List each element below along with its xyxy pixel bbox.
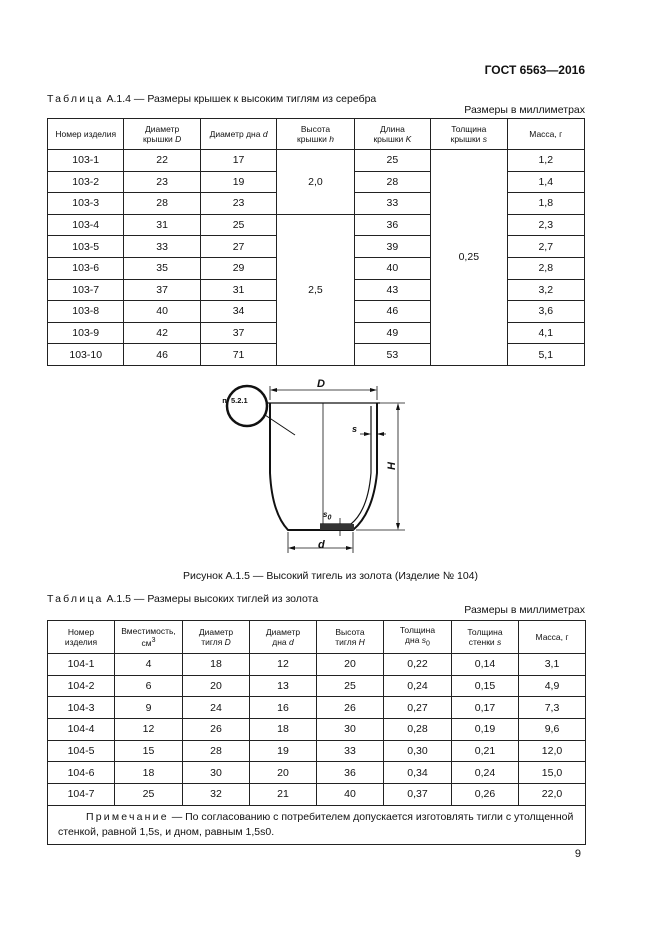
table2-header-diameter: Диаметр тигля D bbox=[183, 621, 250, 654]
table1-cell-cover-diameter: 46 bbox=[124, 344, 200, 366]
table1-cell-cover-diameter: 33 bbox=[124, 236, 200, 258]
table2-header-wall-thickness: Толщина стенки s bbox=[452, 621, 519, 654]
figure-label-d: d bbox=[318, 539, 325, 551]
table2-cell-number: 104-7 bbox=[48, 784, 115, 806]
table1-cell-mass: 2,7 bbox=[507, 236, 584, 258]
table1-cell-mass: 3,2 bbox=[507, 279, 584, 301]
table2-caption-text: А.1.5 — Размеры высоких тиглей из золота bbox=[106, 593, 319, 605]
table2-cell-capacity: 18 bbox=[115, 762, 183, 784]
figure-callout-label: п. 5.2.1 bbox=[222, 396, 248, 405]
table2-cell-bottom-thickness: 0,37 bbox=[384, 784, 452, 806]
table2-cell-bottom-thickness: 0,34 bbox=[384, 762, 452, 784]
table2-header-number: Номер изделия bbox=[48, 621, 115, 654]
table1-cell-number: 103-6 bbox=[48, 257, 124, 279]
table2-cell-bottom-diameter: 19 bbox=[250, 740, 317, 762]
table2-cell-height: 26 bbox=[317, 697, 384, 719]
table2-cell-bottom-thickness: 0,30 bbox=[384, 740, 452, 762]
table2-header-height: Высота тигля H bbox=[317, 621, 384, 654]
table1-cell-cover-diameter: 23 bbox=[124, 171, 200, 193]
table1-cell-number: 103-4 bbox=[48, 214, 124, 236]
table2-cell-wall-thickness: 0,19 bbox=[452, 719, 519, 741]
table2-cell-bottom-diameter: 20 bbox=[250, 762, 317, 784]
table1-cell-cover-length: 25 bbox=[354, 150, 430, 172]
figure-label-D: D bbox=[317, 378, 325, 390]
table1-cell-number: 103-1 bbox=[48, 150, 124, 172]
table2-row bbox=[48, 740, 586, 762]
table1-cell-mass: 2,3 bbox=[507, 214, 584, 236]
table1-cell-bottom-diameter: 29 bbox=[200, 257, 276, 279]
table1-cell-bottom-diameter: 31 bbox=[200, 279, 276, 301]
table2-row bbox=[48, 697, 586, 719]
table2-cell-diameter: 24 bbox=[183, 697, 250, 719]
table1-header-cover-height: Высота крышки h bbox=[277, 119, 354, 150]
table2-cell-wall-thickness: 0,15 bbox=[452, 675, 519, 697]
table1-header-cover-diameter: Диаметр крышки D bbox=[124, 119, 200, 150]
table2-cell-mass: 15,0 bbox=[519, 762, 586, 784]
table2-cell-wall-thickness: 0,26 bbox=[452, 784, 519, 806]
table2-cell-diameter: 20 bbox=[183, 675, 250, 697]
table2-row bbox=[48, 762, 586, 784]
table1-cell-bottom-diameter: 27 bbox=[200, 236, 276, 258]
table1-cell-cover-length: 39 bbox=[354, 236, 430, 258]
table1-cell-mass: 2,8 bbox=[507, 257, 584, 279]
table2-cell-capacity: 9 bbox=[115, 697, 183, 719]
table1-cell-bottom-diameter: 37 bbox=[200, 322, 276, 344]
table1-cell-bottom-diameter: 71 bbox=[200, 344, 276, 366]
table2-note-row bbox=[48, 805, 586, 844]
table1-cell-cover-diameter: 35 bbox=[124, 257, 200, 279]
table1-cell-number: 103-5 bbox=[48, 236, 124, 258]
table2-cell-bottom-thickness: 0,27 bbox=[384, 697, 452, 719]
note-text: — По согласованию с потребителем допускается изготовлять тигли с утолщенной стенкой, равной 1,5s, и дном, равным 1,5s0. bbox=[58, 810, 574, 838]
table2-cell-height: 20 bbox=[317, 654, 384, 676]
table2-cell-capacity: 6 bbox=[115, 675, 183, 697]
table1-caption-text: А.1.4 — Размеры крышек к высоким тиглям из серебра bbox=[106, 93, 377, 105]
table1-cell-cover-diameter: 42 bbox=[124, 322, 200, 344]
table1-cell-number: 103-10 bbox=[48, 344, 124, 366]
table2-header-capacity: Вместимость, $см^3$ bbox=[115, 621, 183, 654]
table1-cell-cover-length: 36 bbox=[354, 214, 430, 236]
table2-row bbox=[48, 719, 586, 741]
table2-cell-bottom-diameter: 21 bbox=[250, 784, 317, 806]
table2-cell-bottom-thickness: 0,22 bbox=[384, 654, 452, 676]
table2-cell-bottom-diameter: 16 bbox=[250, 697, 317, 719]
table2-cell-diameter: 30 bbox=[183, 762, 250, 784]
table1-cell-mass: 1,2 bbox=[507, 150, 584, 172]
table2-cell-bottom-thickness: 0,24 bbox=[384, 675, 452, 697]
table2-cell-diameter: 28 bbox=[183, 740, 250, 762]
table1-cell-bottom-diameter: 25 bbox=[200, 214, 276, 236]
table1-cell-height-group1: 2,0 bbox=[277, 150, 354, 215]
table2-row bbox=[48, 784, 586, 806]
table1-cell-number: 103-7 bbox=[48, 279, 124, 301]
table1-header-bottom-diameter: Диаметр дна d bbox=[200, 119, 276, 150]
table1-cell-mass: 1,8 bbox=[507, 193, 584, 215]
table2-cell-number: 104-1 bbox=[48, 654, 115, 676]
table1-caption bbox=[47, 93, 376, 105]
table1-cell-number: 103-2 bbox=[48, 171, 124, 193]
table2-units: Размеры в миллиметрах bbox=[464, 604, 585, 616]
table1-cell-cover-length: 43 bbox=[354, 279, 430, 301]
table1-caption-word: Таблица bbox=[47, 93, 104, 105]
table2-cell-wall-thickness: 0,14 bbox=[452, 654, 519, 676]
table1-cell-cover-diameter: 31 bbox=[124, 214, 200, 236]
table2-cell-diameter: 26 bbox=[183, 719, 250, 741]
table1-cell-cover-length: 33 bbox=[354, 193, 430, 215]
table2-cell-bottom-diameter: 18 bbox=[250, 719, 317, 741]
table2-cell-number: 104-3 bbox=[48, 697, 115, 719]
table2-cell-mass: 22,0 bbox=[519, 784, 586, 806]
table1-cell-mass: 3,6 bbox=[507, 301, 584, 323]
table1-cell-cover-length: 28 bbox=[354, 171, 430, 193]
figure-label-s: s bbox=[352, 424, 358, 434]
table1-cell-number: 103-9 bbox=[48, 322, 124, 344]
page-number: 9 bbox=[574, 848, 581, 860]
table1-cell-cover-length: 53 bbox=[354, 344, 430, 366]
table2-cell-bottom-diameter: 13 bbox=[250, 675, 317, 697]
table1-cell-number: 103-8 bbox=[48, 301, 124, 323]
table1-row bbox=[48, 150, 585, 172]
crucible-drawing bbox=[210, 378, 430, 563]
table2-cell-height: 25 bbox=[317, 675, 384, 697]
table2-cell-mass: 4,9 bbox=[519, 675, 586, 697]
table2-cell-wall-thickness: 0,21 bbox=[452, 740, 519, 762]
figure-caption: Рисунок А.1.5 — Высокий тигель из золота (Изделие № 104) bbox=[182, 570, 479, 582]
table1-cell-thickness: 0,25 bbox=[431, 150, 507, 366]
table1-cell-mass: 5,1 bbox=[507, 344, 584, 366]
table1-cell-mass: 1,4 bbox=[507, 171, 584, 193]
table1-cell-bottom-diameter: 19 bbox=[200, 171, 276, 193]
table2-cell-wall-thickness: 0,17 bbox=[452, 697, 519, 719]
table2-cell-mass: 7,3 bbox=[519, 697, 586, 719]
note-word: Примечание bbox=[86, 810, 169, 823]
table1-cell-bottom-diameter: 17 bbox=[200, 150, 276, 172]
table2-caption bbox=[47, 593, 318, 605]
table2-row bbox=[48, 654, 586, 676]
table2-header-bottom-diameter: Диаметр дна d bbox=[250, 621, 317, 654]
table1-cell-cover-diameter: 37 bbox=[124, 279, 200, 301]
table2-header-mass: Масса, г bbox=[519, 621, 586, 654]
table1-cell-mass: 4,1 bbox=[507, 322, 584, 344]
table2-cell-bottom-thickness: 0,28 bbox=[384, 719, 452, 741]
table2-cell-capacity: 4 bbox=[115, 654, 183, 676]
table2-header-row bbox=[48, 621, 586, 654]
table2-cell-mass: 3,1 bbox=[519, 654, 586, 676]
table1-header-number: Номер изделия bbox=[48, 119, 124, 150]
table2-cell-bottom-diameter: 12 bbox=[250, 654, 317, 676]
table1-cell-cover-length: 40 bbox=[354, 257, 430, 279]
standard-number: ГОСТ 6563—2016 bbox=[484, 63, 585, 77]
table2-cell-height: 40 bbox=[317, 784, 384, 806]
table2-cell-number: 104-5 bbox=[48, 740, 115, 762]
table1-cell-cover-diameter: 40 bbox=[124, 301, 200, 323]
table2-cell-height: 33 bbox=[317, 740, 384, 762]
table1-header-cover-length: Длина крышки K bbox=[354, 119, 430, 150]
table2-note bbox=[48, 805, 586, 844]
table2-caption-word: Таблица bbox=[47, 593, 104, 605]
table1-header-cover-thickness: Толщина крышки s bbox=[431, 119, 507, 150]
table2-row bbox=[48, 675, 586, 697]
table1-cell-bottom-diameter: 23 bbox=[200, 193, 276, 215]
table1-units: Размеры в миллиметрах bbox=[464, 104, 585, 116]
table2-cell-diameter: 18 bbox=[183, 654, 250, 676]
table2-cell-mass: 9,6 bbox=[519, 719, 586, 741]
table1-cell-number: 103-3 bbox=[48, 193, 124, 215]
table1-header-row bbox=[48, 119, 585, 150]
table2-cell-capacity: 25 bbox=[115, 784, 183, 806]
table1-cell-cover-diameter: 28 bbox=[124, 193, 200, 215]
table2-cell-height: 36 bbox=[317, 762, 384, 784]
table1 bbox=[47, 118, 585, 366]
table1-cell-cover-length: 46 bbox=[354, 301, 430, 323]
table1-header-mass: Масса, г bbox=[507, 119, 584, 150]
table2-cell-wall-thickness: 0,24 bbox=[452, 762, 519, 784]
table2-cell-height: 30 bbox=[317, 719, 384, 741]
table1-cell-bottom-diameter: 34 bbox=[200, 301, 276, 323]
callout-circle bbox=[227, 386, 267, 426]
table2-header-bottom-thickness: Толщина дна $s_0$ bbox=[384, 621, 452, 654]
figure-label-s0: $s_0$ bbox=[323, 510, 332, 522]
table1-cell-cover-length: 49 bbox=[354, 322, 430, 344]
table2-cell-number: 104-4 bbox=[48, 719, 115, 741]
table1-cell-cover-diameter: 22 bbox=[124, 150, 200, 172]
table2-cell-number: 104-2 bbox=[48, 675, 115, 697]
table2-cell-capacity: 15 bbox=[115, 740, 183, 762]
table1-cell-height-group2: 2,5 bbox=[277, 214, 354, 365]
table2-cell-number: 104-6 bbox=[48, 762, 115, 784]
table2-cell-diameter: 32 bbox=[183, 784, 250, 806]
table2-cell-capacity: 12 bbox=[115, 719, 183, 741]
table2 bbox=[47, 620, 586, 845]
table2-cell-mass: 12,0 bbox=[519, 740, 586, 762]
figure-label-H: H bbox=[385, 462, 398, 470]
